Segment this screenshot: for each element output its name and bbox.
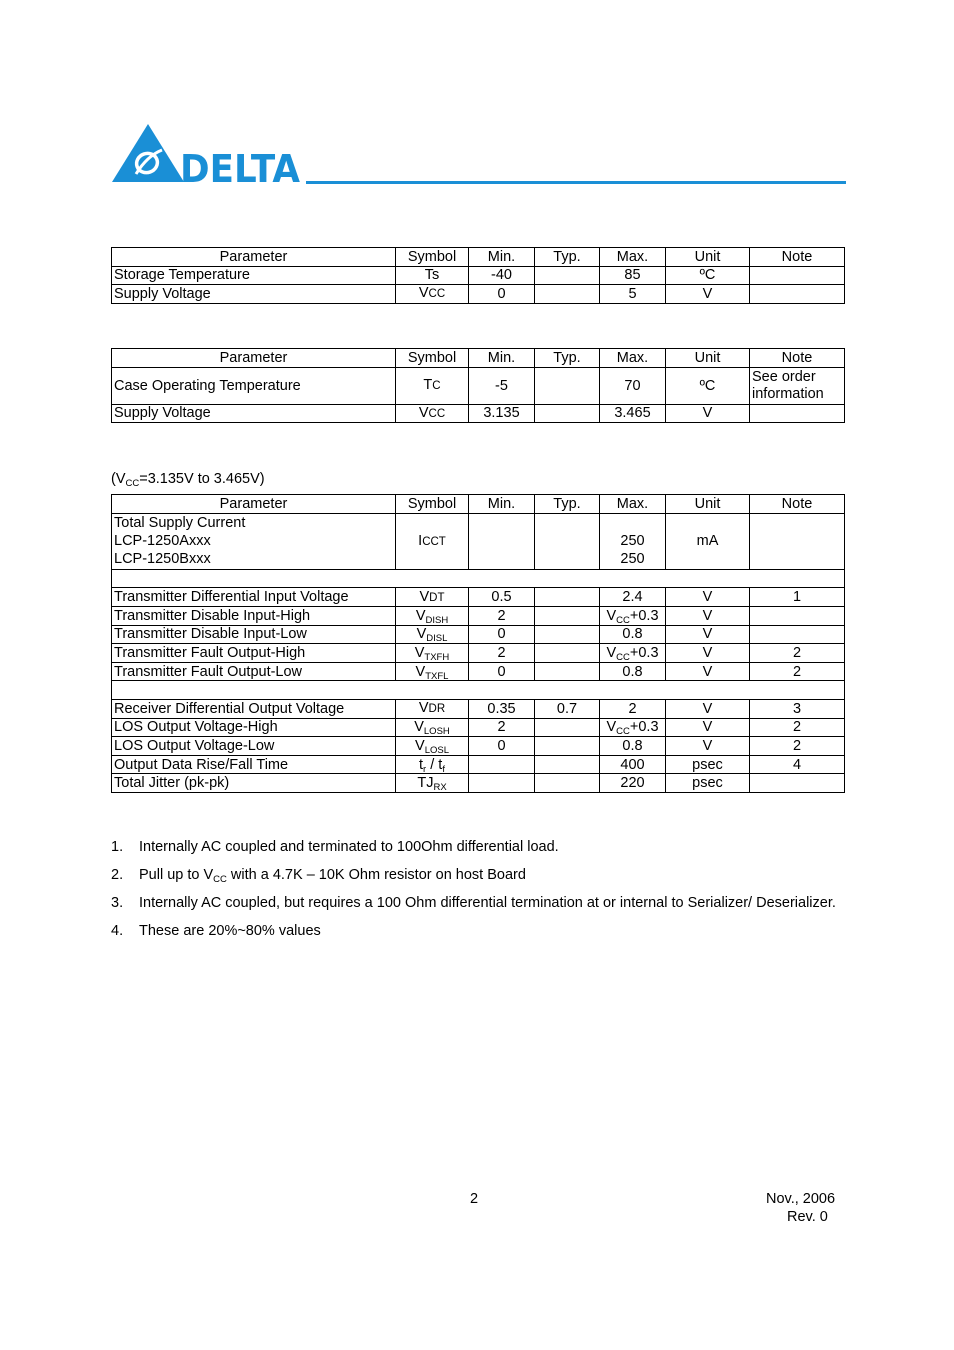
min-cell: 2 [469, 607, 535, 626]
param-cell: Case Operating Temperature [112, 367, 396, 404]
min-cell: 0 [469, 737, 535, 756]
note-cell [750, 625, 845, 644]
table-row [112, 266, 845, 285]
symbol-cell: VDT [396, 588, 469, 607]
min-cell [469, 774, 535, 793]
max-cell: $V_{CC}+0.3$ [600, 607, 666, 626]
table-header-row [112, 349, 845, 368]
col-min: Min. [469, 495, 535, 514]
note-cell: 2 [750, 718, 845, 737]
table-row [112, 404, 845, 423]
param-cell: Transmitter Differential Input Voltage [112, 588, 396, 607]
typ-cell [535, 588, 600, 607]
table-row [112, 737, 845, 756]
typ-cell [535, 367, 600, 404]
unit-cell: psec [666, 755, 750, 774]
col-typ: Typ. [535, 349, 600, 368]
note-item: 3. Internally AC coupled, but requires a 100 Ohm differential termination at or internal to Serializer/ Deserializer. [111, 895, 836, 911]
typ-cell [535, 774, 600, 793]
max-cell: 400 [600, 755, 666, 774]
note-cell: 4 [750, 755, 845, 774]
note-cell: 2 [750, 737, 845, 756]
param-cell: Receiver Differential Output Voltage [112, 699, 396, 718]
table-header-row [112, 248, 845, 267]
max-cell: 0.8 [600, 662, 666, 681]
max-cell: 250 250 [600, 513, 666, 569]
unit-cell: V [666, 404, 750, 423]
table-header-row [112, 495, 845, 514]
spacer-row [112, 569, 845, 588]
unit-cell: V [666, 644, 750, 663]
min-cell: 0 [469, 285, 535, 304]
note-cell: 3 [750, 699, 845, 718]
table-row-supply-current [112, 513, 845, 569]
max-cell: 70 [600, 367, 666, 404]
typ-cell [535, 404, 600, 423]
note-item: 1. Internally AC coupled and terminated to 100Ohm differential load. [111, 839, 559, 855]
col-min: Min. [469, 248, 535, 267]
page-number: 2 [470, 1191, 479, 1207]
col-parameter: Parameter [112, 495, 396, 514]
typ-cell [535, 718, 600, 737]
note-cell: See order information [750, 367, 845, 404]
max-cell: $V_{CC}+0.3$ [600, 718, 666, 737]
param-cell: Total Supply Current LCP-1250Axxx LCP-1250Bxxx [112, 513, 396, 569]
symbol-cell: $V_{TXFH}$ [396, 644, 469, 663]
table-row [112, 699, 845, 718]
col-min: Min. [469, 349, 535, 368]
min-cell: 2 [469, 644, 535, 663]
note-cell [750, 774, 845, 793]
min-cell: 0.35 [469, 699, 535, 718]
symbol-cell: ICCT [396, 513, 469, 569]
col-parameter: Parameter [112, 349, 396, 368]
max-cell: $V_{CC}+0.3$ [600, 644, 666, 663]
symbol-cell: VCC [396, 285, 469, 304]
col-max: Max. [600, 349, 666, 368]
table-row [112, 607, 845, 626]
typ-cell [535, 662, 600, 681]
table-row [112, 625, 845, 644]
unit-cell: V [666, 625, 750, 644]
max-cell: 220 [600, 774, 666, 793]
unit-cell: V [666, 285, 750, 304]
symbol-cell: $V_{TXFL}$ [396, 662, 469, 681]
min-cell: 0.5 [469, 588, 535, 607]
symbol-cell: $t_r / t_f$ [396, 755, 469, 774]
symbol-cell: $V_{LOSL}$ [396, 737, 469, 756]
unit-cell: psec [666, 774, 750, 793]
min-cell: 0 [469, 662, 535, 681]
max-cell: 0.8 [600, 625, 666, 644]
unit-cell: V [666, 588, 750, 607]
operating-conditions-table [111, 348, 845, 423]
typ-cell: 0.7 [535, 699, 600, 718]
typ-cell [535, 755, 600, 774]
unit-cell: ºC [666, 266, 750, 285]
unit-cell: V [666, 718, 750, 737]
param-cell: Supply Voltage [112, 285, 396, 304]
footer-revision: Rev. 0 [787, 1209, 828, 1225]
table-row [112, 662, 845, 681]
param-cell: Transmitter Disable Input-High [112, 607, 396, 626]
typ-cell [535, 513, 600, 569]
note-cell [750, 607, 845, 626]
col-typ: Typ. [535, 495, 600, 514]
typ-cell [535, 285, 600, 304]
note-item: 4. These are 20%~80% values [111, 923, 321, 939]
symbol-cell: $TJ_{RX}$ [396, 774, 469, 793]
unit-cell: V [666, 699, 750, 718]
param-cell: Storage Temperature [112, 266, 396, 285]
note-cell: 1 [750, 588, 845, 607]
unit-cell: V [666, 662, 750, 681]
symbol-cell: Ts [396, 266, 469, 285]
max-cell: 2.4 [600, 588, 666, 607]
electrical-conditions: ($V_{CC}=3.135V$ to 3.465V) [111, 471, 265, 489]
typ-cell [535, 266, 600, 285]
note-cell: 2 [750, 644, 845, 663]
max-cell: 85 [600, 266, 666, 285]
logo-wordmark: DELTA [180, 147, 301, 186]
delta-logo [110, 122, 302, 186]
min-cell: -5 [469, 367, 535, 404]
table-row [112, 755, 845, 774]
min-cell [469, 755, 535, 774]
unit-cell: V [666, 737, 750, 756]
symbol-cell: $V_{LOSH}$ [396, 718, 469, 737]
col-max: Max. [600, 248, 666, 267]
note-cell [750, 513, 845, 569]
param-cell: Transmitter Disable Input-Low [112, 625, 396, 644]
min-cell: 2 [469, 718, 535, 737]
col-symbol: Symbol [396, 248, 469, 267]
header-rule [306, 181, 846, 184]
symbol-cell: VCC [396, 404, 469, 423]
electrical-characteristics-table [111, 494, 845, 793]
min-cell: -40 [469, 266, 535, 285]
typ-cell [535, 607, 600, 626]
absolute-max-table [111, 247, 845, 304]
typ-cell [535, 644, 600, 663]
table-row [112, 367, 845, 404]
table-row [112, 285, 845, 304]
param-cell: Transmitter Fault Output-Low [112, 662, 396, 681]
col-symbol: Symbol [396, 349, 469, 368]
max-cell: 0.8 [600, 737, 666, 756]
note-cell [750, 266, 845, 285]
col-note: Note [750, 495, 845, 514]
max-cell: 5 [600, 285, 666, 304]
symbol-cell: $V_{DISL}$ [396, 625, 469, 644]
table-row [112, 774, 845, 793]
symbol-cell: TC [396, 367, 469, 404]
min-cell: 0 [469, 625, 535, 644]
unit-cell: mA [666, 513, 750, 569]
col-max: Max. [600, 495, 666, 514]
typ-cell [535, 625, 600, 644]
note-cell [750, 404, 845, 423]
symbol-cell: $V_{DISH}$ [396, 607, 469, 626]
min-cell [469, 513, 535, 569]
spacer-row [112, 681, 845, 700]
min-cell: 3.135 [469, 404, 535, 423]
col-parameter: Parameter [112, 248, 396, 267]
param-cell: Total Jitter (pk-pk) [112, 774, 396, 793]
typ-cell [535, 737, 600, 756]
col-note: Note [750, 349, 845, 368]
note-cell: 2 [750, 662, 845, 681]
symbol-cell: VDR [396, 699, 469, 718]
unit-cell: ºC [666, 367, 750, 404]
note-item: 2. Pull up to $V_{CC}$ with a 4.7K – 10K Ohm resistor on host Board [111, 867, 526, 885]
max-cell: 3.465 [600, 404, 666, 423]
table-row [112, 718, 845, 737]
col-typ: Typ. [535, 248, 600, 267]
param-cell: LOS Output Voltage-High [112, 718, 396, 737]
footer-date: Nov., 2006 [766, 1191, 836, 1207]
notes-list [111, 833, 844, 945]
note-cell [750, 285, 845, 304]
param-cell: Transmitter Fault Output-High [112, 644, 396, 663]
col-unit: Unit [666, 248, 750, 267]
table-row [112, 644, 845, 663]
unit-cell: V [666, 607, 750, 626]
param-cell: Supply Voltage [112, 404, 396, 423]
col-symbol: Symbol [396, 495, 469, 514]
col-note: Note [750, 248, 845, 267]
col-unit: Unit [666, 349, 750, 368]
param-cell: Output Data Rise/Fall Time [112, 755, 396, 774]
col-unit: Unit [666, 495, 750, 514]
max-cell: 2 [600, 699, 666, 718]
param-cell: LOS Output Voltage-Low [112, 737, 396, 756]
table-row [112, 588, 845, 607]
